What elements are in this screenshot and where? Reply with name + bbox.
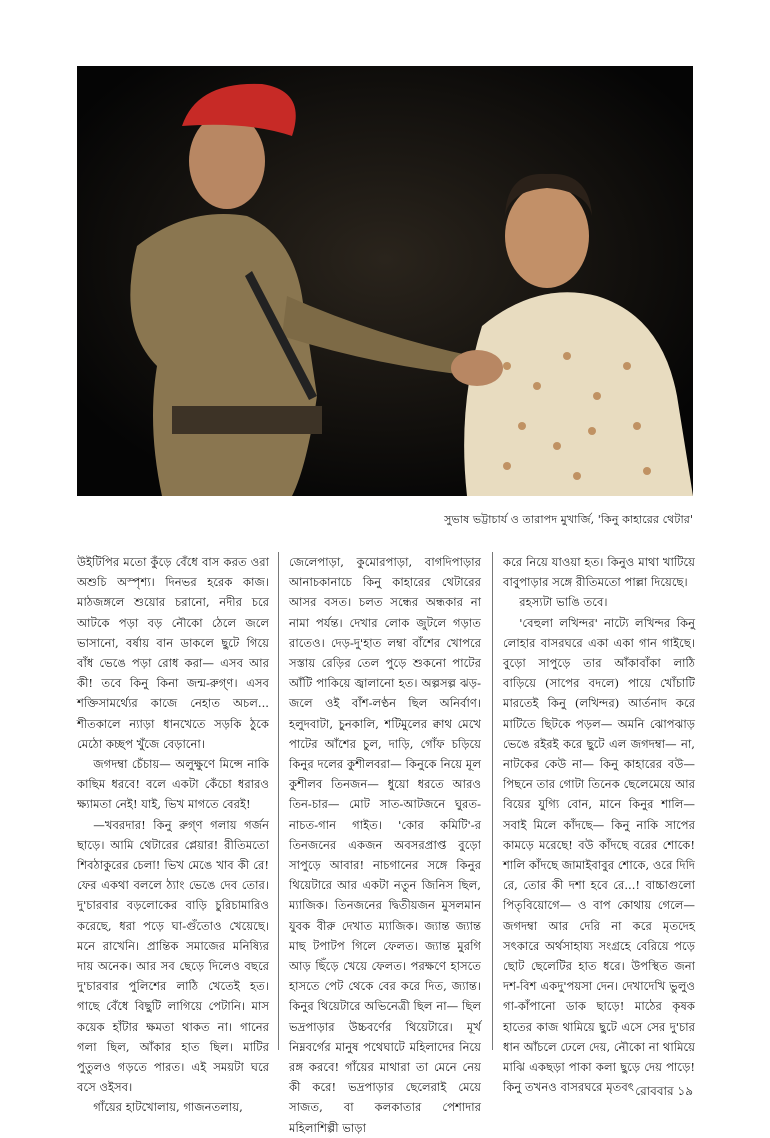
- paragraph: রহস্যটা ভাঙি তবে।: [519, 595, 608, 610]
- photo-caption: সুভাষ ভট্টাচার্য ও তারাপদ মুখার্জি, 'কিনু কাহারের থেটার': [444, 513, 693, 526]
- paragraph: জেলেপাড়া, কুমোরপাড়া, বাগদিপাড়ার আনাচকানাচে কিনু কাহারের থেটারের আসর বসত। চলত সন্ধের অন্ধকার না নামা পর্যন্ত। দেখার লোক জুটলে গড়াত রাতেও। দেড়-দু'হাত লম্বা বাঁশের খোপরে সস্তায় রেড়ির তেল পুড়ে শুকনো পাটের আঁটি পাকিয়ে জ্বালানো হত। অল্পসল্প ঝড়-জলে ওই বাঁশ-লণ্ঠন ছিল অনির্বাণ। হলুদবাটা, চুনকালি, শটিমুলের ক্বাথ মেখে পাটের আঁশের চুল, দাড়ি, গোঁফ চড়িয়ে কিনুর দলের কুশীলবরা— কিনুকে নিয়ে মূল কুশীলব তিনজন— ধুয়ো ধরতে আরও তিন-চার— মোট সাত-আটজনে ঘুরত-নাচত-গান গাইত। 'কোর কমিটি'-র তিনজনের একজন অবসরপ্রাপ্ত বুড়ো সাপুড়ে আবার! নাচগানের সঙ্গে কিনুর থিয়েটারে আর একটা নতুন জিনিস ছিল, ম্যাজিক। তিনজনের দ্বিতীয়জন মুসলমান যুবক বীরু দেখাত ম্যাজিক। জ্যান্ত জ্যান্ত মাছ টপাটপ গিলে ফেলত। জ্যান্ত মুরগি আড় ছিঁড়ে খেয়ে ফেলত। পরক্ষণে হাসতে হাসতে পেট থেকে বের করে দিত, জ্যান্ত। কিনুর থিয়েটারে অভিনেত্রী ছিল না— ছিল ভদ্রপাড়ার উচ্চবর্ণের থিয়েটারে। মূর্খ নিম্নবর্গের মানুষ পথেঘাটে মহিলাদের নিয়ে রঙ্গ করবে! গাঁয়ের মাথারা তা মেনে নেয় কী করে! ভদ্রপাড়ার ছেলেরাই মেয়ে সাজত, বা কলকাতার পেশাদার মহিলাশিল্পী ভাড়া: [289, 555, 481, 1135]
- stage-photo: [77, 66, 693, 496]
- stage-photo-illustration: [77, 66, 693, 496]
- paragraph: —খবরদার! কিনু রুগ্ণ গলায় গর্জন ছাড়ে। আমি থেটারের প্লেয়ার! রীতিমতো শিবঠাকুরের চেলা! ভিখ মেঙে খাব কী রে! ফের একথা বললে ঠ্যাং ভেঙে দেব তোর। দু'চারবার বড়লোকের বাড়ি চুরিচামারিও করেছে, ধরা পড়ে ঘা-গুঁতোও খেয়েছে। মনে রাখেনি। প্রান্তিক সমাজের মনিষ্যির দায় অনেক। আর সব ছেড়ে দিলেও বছরে দু'চারবার পুলিশের লাঠি খেতেই হত। গাছে বেঁধে বিছুটি লাগিয়ে পেটানি। মাস কয়েক হাঁটার ক্ষমতা থাকত না। গানের গলা ছিল, আঁকার হাত ছিল। মাটির পুতুলও গড়তে পারত। এই সময়টা ঘরে বসে ওইসব।: [77, 817, 269, 1095]
- paragraph: করে নিয়ে যাওয়া হত। কিনুও মাথা খাটিয়ে বাবুপাড়ার সঙ্গে রীতিমতো পাল্লা দিয়েছে।: [503, 555, 695, 590]
- article-column-3: [503, 552, 695, 1097]
- paragraph: উইটিপির মতো কুঁড়ে বেঁধে বাস করত ওরা অশুচি অস্পৃশ্য। দিনভর হরেক কাজ। মাঠজঙ্গলে শুয়োর চরানো, নদীর চরে আটকে পড়া বড় নৌকো ঠেলে জলে ভাসানো, বর্ষায় বান ডাকলে ছুটে গিয়ে বাঁধ ভেঙে পড়া রোধ করা— এসব আর কী! তবে কিনু কিনা জন্ম-রুগ্ণ। এসব শক্তিসামর্থ্যের কাজে নেহাত অচল... শীতকালে ন্যাড়া ধানখেতে সড়কি ঠুকে মেঠো কচ্ছপ খুঁজে বেড়ানো।: [77, 555, 269, 751]
- paragraph: গাঁয়ের হাটখোলায়, গাজনতলায়,: [93, 1100, 243, 1115]
- column-divider: [278, 552, 279, 1050]
- column-divider: [492, 552, 493, 1050]
- page-folio: রোববার ১৯: [635, 1084, 693, 1098]
- paragraph: 'বেহুলা লখিন্দর' নাট্যে লখিন্দর কিনু লোহার বাসরঘরে একা একা গান গাইছে। বুড়ো সাপুড়ে তার আঁকাবাঁকা লাঠি বাড়িয়ে (সাপের বদলে) পায়ে খোঁচাটি মারতেই কিনু (লখিন্দর) আর্তনাদ করে মাটিতে ছিটকে পড়ল— অমনি ঝোপঝাড় ভেঙে রইরই করে ছুটে এল জগদম্বা— না, নাটকের কেউ না— কিনু কাহারের বউ— পিছনে তার গোটা তিনেক ছেলেমেয়ে আর বিয়ের যুগ্যি বোন, মানে কিনুর শালি— সবাই মিলে কাঁদছে— কিনু নাকি সাপের কামড়ে মরেছে! বউ কাঁদছে বরের শোকে! শালি কাঁদছে জামাইবাবুর শোকে, ওরে দিদি রে, তোর কী দশা হবে রে...! বাচ্চাগুলো পিতৃবিয়োগে— ও বাপ কোথায় গেলে— জগদম্বা আর দেরি না করে মৃতদেহ সৎকারে অর্থসাহায্য সংগ্রহে বেরিয়ে পড়ে ছোট ছেলেটির হাত ধরে। উপস্থিত জনা দশ-বিশ একদু'পয়সা দেন। দেখাদেখি ভুলুও গা-কাঁপানো ডাক ছাড়ে! মাঠের কৃষক হাতের কাজ থামিয়ে ছুটে এসে সের দু'চার ধান আঁচলে ঢেলে দেয়, নৌকো না থামিয়ে মাঝি একছড়া পাকা কলা ছুড়ে দেয় পাড়ে! কিনু তখনও বাসরঘরে মৃতবৎ: [503, 615, 695, 1095]
- article-column-2: [289, 552, 481, 1138]
- article-column-1: [77, 552, 269, 1118]
- paragraph: জগদম্বা চেঁচায়— অলুক্ষুণে মিন্সে নাকি কাছিম ধরবে! বলে একটা কেঁচো ধরারও ক্ষ্যামতা নেই! যাই, ভিখ মাগতে বেরই!: [77, 757, 269, 812]
